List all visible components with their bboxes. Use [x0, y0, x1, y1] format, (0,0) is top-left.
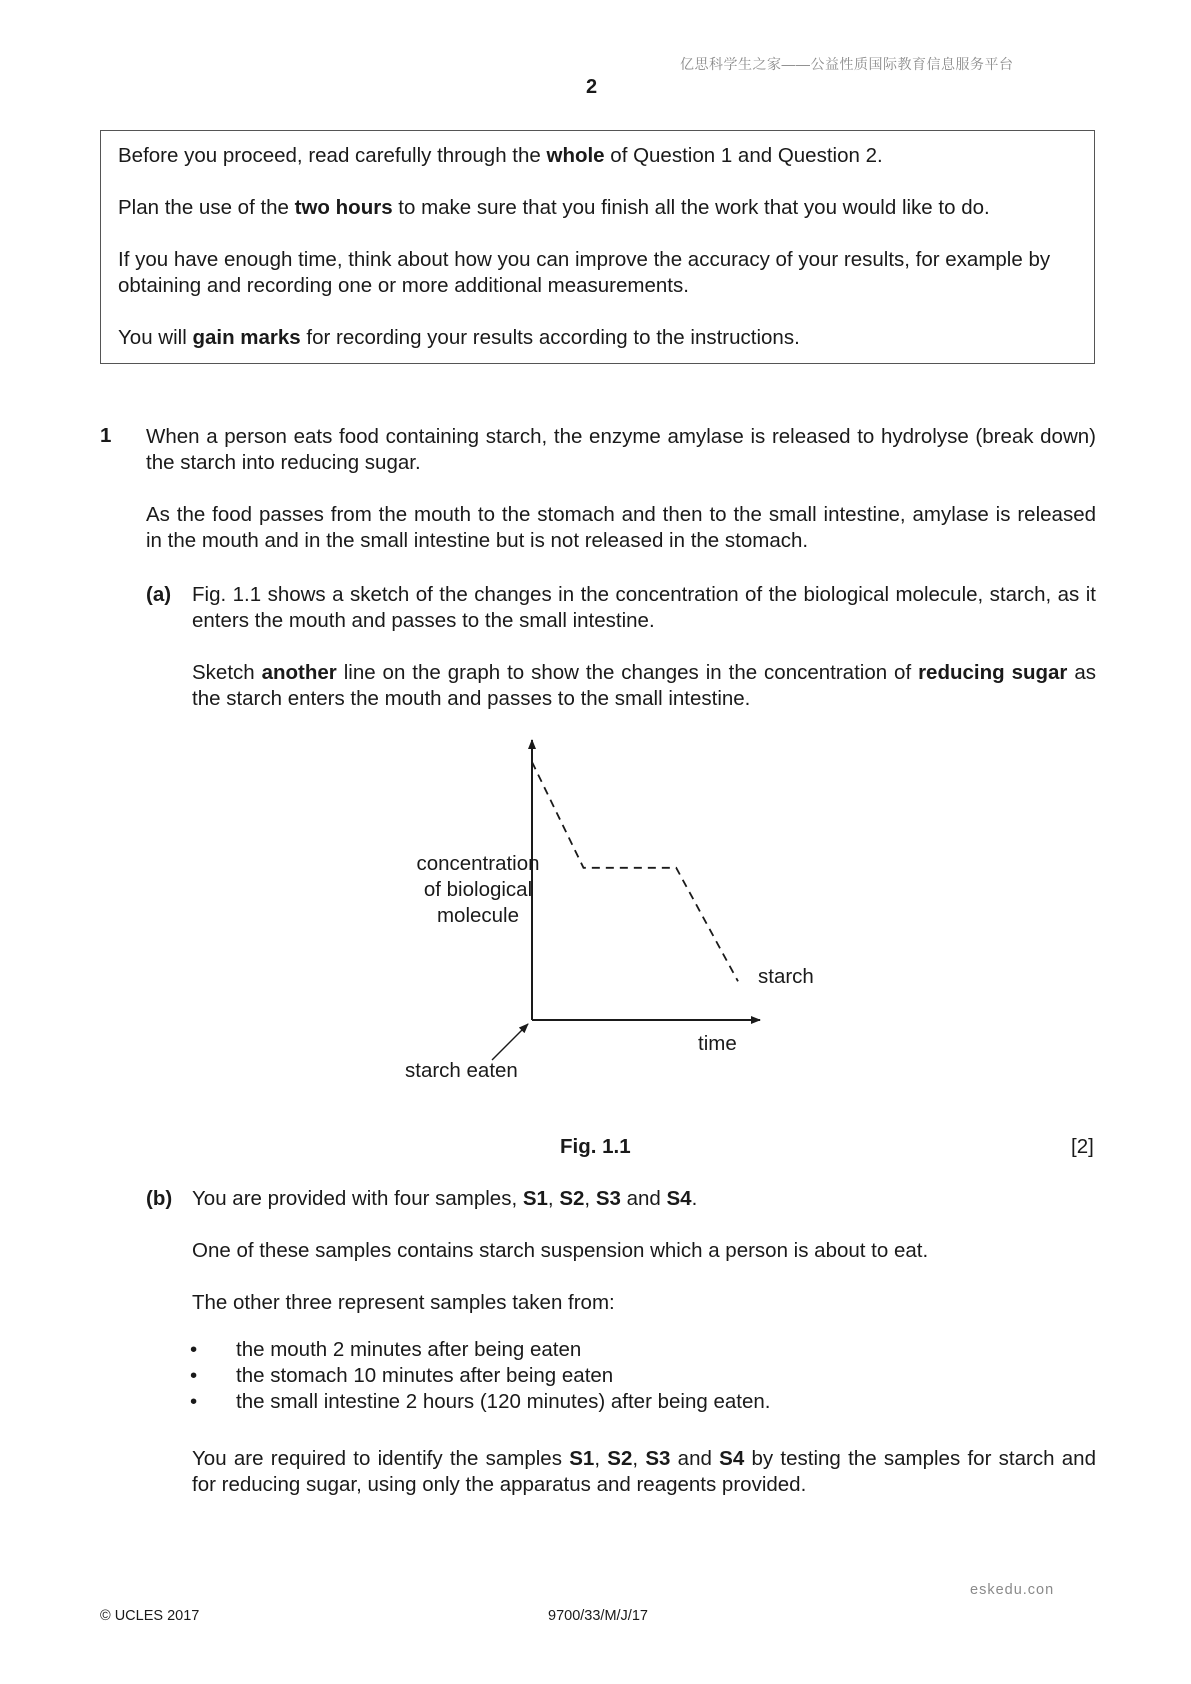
part-a-text-2: Sketch another line on the graph to show the changes in the concentration of reducing sugar as the starch enters the mouth and passes to the small intestine. — [192, 661, 1096, 710]
footer-code: 9700/33/M/J/17 — [548, 1608, 648, 1624]
footer-copyright: © UCLES 2017 — [100, 1608, 200, 1624]
instruction-2: Plan the use of the two hours to make sure that you finish all the work that you would like to do. — [118, 196, 990, 219]
figure-1-1-chart — [360, 720, 814, 1100]
part-b-text-3: The other three represent samples taken from: — [192, 1291, 615, 1314]
instruction-4: You will gain marks for recording your results according to the instructions. — [118, 326, 800, 349]
part-b-label: (b) — [146, 1187, 173, 1210]
part-b-text-2: One of these samples contains starch suspension which a person is about to eat. — [192, 1239, 929, 1262]
starch-series-line — [532, 762, 738, 981]
starch-eaten-label: starch eaten — [405, 1059, 518, 1082]
footer-site: eskedu.con — [970, 1582, 1055, 1598]
question-number: 1 — [100, 424, 112, 447]
page-number: 2 — [586, 76, 598, 98]
part-a-label: (a) — [146, 583, 172, 606]
question-intro-2: As the food passes from the mouth to the stomach and then to the small intestine, amylase is released in the mouth and in the small intestine but is not released in the stomach. — [146, 503, 1096, 552]
y-axis-label-line-2: of biological — [423, 878, 533, 901]
y-axis-label-line-1: concentration — [416, 852, 540, 875]
question-intro-1: When a person eats food containing starch, the enzyme amylase is released to hydrolyse (break down) the starch into reducing sugar. — [146, 425, 1096, 474]
instruction-3: If you have enough time, think about how you can improve the accuracy of your results, for example by obtaining and recording one or more additional measurements. — [118, 248, 1051, 297]
part-b-text-4: You are required to identify the samples S1, S2, S3 and S4 by testing the samples for starch and for reducing sugar, using only the apparatus and reagents provided. — [192, 1447, 1096, 1496]
part-a-text-1: Fig. 1.1 shows a sketch of the changes in the concentration of the biological molecule, starch, as it enters the mouth and passes to the small intestine. — [192, 583, 1096, 632]
y-axis-label-line-3: molecule — [436, 904, 520, 927]
starch-series-label: starch — [758, 965, 814, 988]
instructions-box — [100, 130, 1095, 364]
watermark-text: 亿思科学生之家——公益性质国际教育信息服务平台 — [680, 56, 1014, 72]
starch-eaten-pointer — [492, 1024, 528, 1060]
marks-label: [2] — [1071, 1135, 1094, 1158]
instruction-1: Before you proceed, read carefully through the whole of Question 1 and Question 2. — [118, 144, 883, 167]
part-b-text-1: You are provided with four samples, S1, S2, S3 and S4. — [192, 1187, 698, 1210]
x-axis-label: time — [698, 1032, 737, 1055]
figure-caption: Fig. 1.1 — [560, 1135, 631, 1158]
